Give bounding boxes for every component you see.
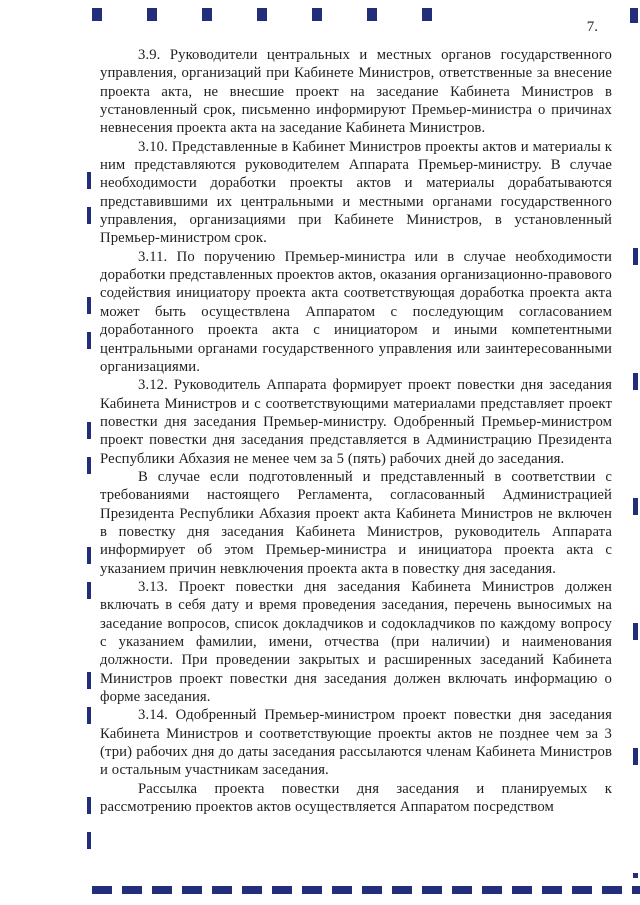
border-marks-top [92, 8, 442, 21]
paragraph: 3.10. Представленные в Кабинет Министров проекты актов и материалы к ним представляются руководителем Аппарата Премьер-министру. В случае необходимости доработки проекты актов и материалы дорабатываются представившими их центральными и местными органами государственного управления, организациями при Кабинете Министров, в установленный Премьер-министром срок. [100, 138, 612, 247]
paragraph: В случае если подготовленный и представленный в соответствии с требованиями настоящего Регламента, согласованный Администрацией Президента Республики Абхазия проект акта Кабинета Министров не включен в повестку дня заседания Кабинета Министров, руководитель Аппарата информирует об этом Премьер-министра и инициатора проекта акта с указанием причин невключения проекта акта в повестку дня заседания. [100, 468, 612, 577]
paragraph: 3.12. Руководитель Аппарата формирует проект повестки дня заседания Кабинета Министров и с соответствующими материалами представляет проект повестки дня заседания Премьер-министру. Одобренный Премьер-министром проект повестки дня заседания представляется в Администрацию Президента Республики Абхазия не менее чем за 5 (пять) рабочих дней до заседания. [100, 377, 612, 467]
paragraph: 3.14. Одобренный Премьер-министром проект повестки дня заседания Кабинета Министров и соответствующие проекты актов не позднее чем за 3 (три) рабочих дня до даты заседания рассылаются членам Кабинета Министров и остальным участникам заседания. [100, 707, 612, 779]
paragraph: Рассылка проекта повестки дня заседания и планируемых к рассмотрению проектов актов осуществляется Аппаратом посредством [100, 780, 612, 816]
border-mark-top-right [630, 8, 638, 23]
paragraph: 3.11. По поручению Премьер-министра или в случае необходимости доработки представленных проектов актов, оказания организационно-правового содействия инициатору проекта акта соответствующая доработка проекта акта может быть осуществлена Аппаратом с последующим согласованием доработанного проекта акта с инициатором и иными компетентными центральными органами государственного управления или заинтересованными организациями. [100, 248, 612, 375]
document-body [100, 46, 612, 816]
paragraph: 3.9. Руководители центральных и местных органов государственного управления, организаций при Кабинете Министров, ответственные за внесение проекта акта, не внесшие проект на заседание Кабинета Министров в установленный срок, письменно информируют Премьер-министра о причинах невнесения проекта акта на заседание Кабинета Министров. [100, 47, 612, 137]
border-marks-left [87, 172, 91, 854]
paragraph: 3.13. Проект повестки дня заседания Кабинета Министров должен включать в себя дату и время проведения заседания, перечень выносимых на заседание вопросов, список докладчиков и содокладчиков по каждому вопросу с указанием фамилии, имени, отчества (при наличии) и наименования должности. При проведении закрытых и расширенных заседаний Кабинета Министров проект повестки дня заседания должен включать информацию о форме заседания. [100, 578, 612, 706]
border-marks-bottom [92, 886, 640, 894]
page-number: 7. [586, 19, 598, 35]
border-marks-right [633, 248, 638, 878]
